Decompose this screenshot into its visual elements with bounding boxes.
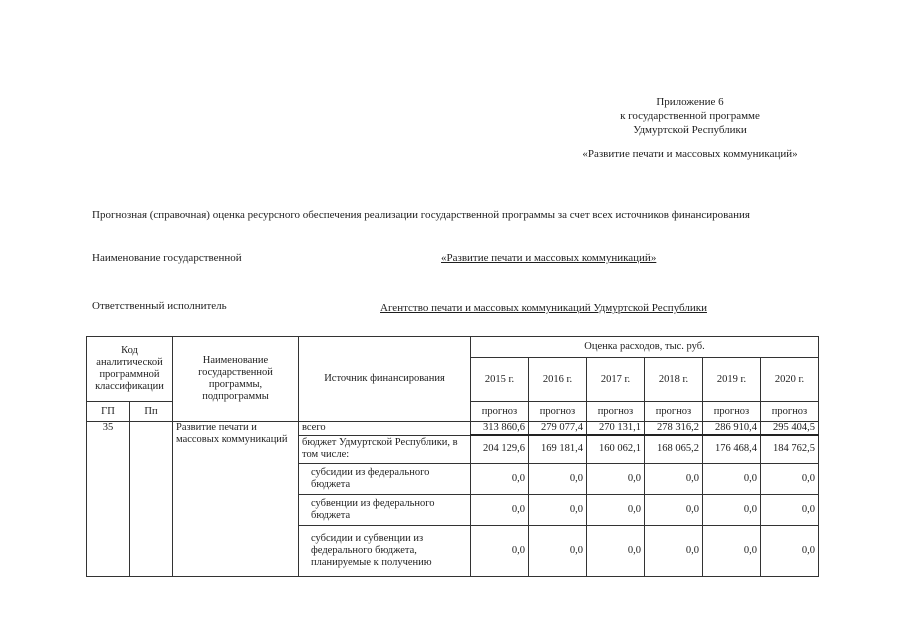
appendix-line-3: Удмуртской Республики bbox=[633, 124, 747, 136]
value-cell: 0,0 bbox=[471, 463, 529, 494]
document-title: Прогнозная (справочная) оценка ресурсного обеспечения реализации государственной программы за счет всех источников финансирования bbox=[92, 209, 750, 221]
value-cell: 0,0 bbox=[645, 525, 703, 576]
forecast-2018: прогноз bbox=[645, 402, 703, 422]
header-code: Код аналитической программной классификации bbox=[87, 337, 173, 402]
value-cell: 0,0 bbox=[587, 494, 645, 525]
source-cell: бюджет Удмуртской Республики, в том числе: bbox=[299, 435, 471, 463]
header-row-1 bbox=[87, 337, 819, 358]
value-cell: 295 404,5 bbox=[761, 422, 819, 436]
year-2018: 2018 г. bbox=[645, 358, 703, 402]
value-cell: 0,0 bbox=[645, 494, 703, 525]
value-cell: 278 316,2 bbox=[645, 422, 703, 436]
source-cell: всего bbox=[299, 422, 471, 436]
header-name: Наименование государственной программы, подпрограммы bbox=[173, 337, 299, 422]
year-2019: 2019 г. bbox=[703, 358, 761, 402]
program-name-cell: Развитие печати и массовых коммуникаций bbox=[173, 422, 299, 577]
header-estimate: Оценка расходов, тыс. руб. bbox=[471, 337, 819, 358]
forecast-2020: прогноз bbox=[761, 402, 819, 422]
value-cell: 0,0 bbox=[471, 525, 529, 576]
appendix-gap bbox=[540, 137, 840, 147]
executor-label: Ответственный исполнитель bbox=[92, 300, 227, 312]
year-2020: 2020 г. bbox=[761, 358, 819, 402]
forecast-2015: прогноз bbox=[471, 402, 529, 422]
forecast-2016: прогноз bbox=[529, 402, 587, 422]
appendix-block bbox=[540, 95, 840, 161]
header-gp: ГП bbox=[87, 402, 130, 422]
appendix-line-1: Приложение 6 bbox=[656, 96, 724, 108]
header-source: Источник финансирования bbox=[299, 337, 471, 422]
value-cell: 184 762,5 bbox=[761, 435, 819, 463]
value-cell: 0,0 bbox=[529, 494, 587, 525]
forecast-2019: прогноз bbox=[703, 402, 761, 422]
program-value: «Развитие печати и массовых коммуникаций» bbox=[441, 252, 657, 264]
value-cell: 286 910,4 bbox=[703, 422, 761, 436]
value-cell: 279 077,4 bbox=[529, 422, 587, 436]
program-label: Наименование государственной bbox=[92, 252, 242, 264]
value-cell: 0,0 bbox=[703, 463, 761, 494]
value-cell: 0,0 bbox=[761, 525, 819, 576]
table-row bbox=[87, 422, 819, 436]
value-cell: 0,0 bbox=[761, 463, 819, 494]
pp-code-cell bbox=[130, 422, 173, 577]
value-cell: 204 129,6 bbox=[471, 435, 529, 463]
value-cell: 0,0 bbox=[529, 463, 587, 494]
value-cell: 0,0 bbox=[761, 494, 819, 525]
header-pp: Пп bbox=[130, 402, 173, 422]
value-cell: 168 065,2 bbox=[645, 435, 703, 463]
source-cell: субсидии из федерального бюджета bbox=[299, 463, 471, 494]
value-cell: 0,0 bbox=[587, 525, 645, 576]
year-2015: 2015 г. bbox=[471, 358, 529, 402]
value-cell: 313 860,6 bbox=[471, 422, 529, 436]
source-cell: субвенции из федерального бюджета bbox=[299, 494, 471, 525]
gp-code-cell: 35 bbox=[87, 422, 130, 577]
value-cell: 0,0 bbox=[529, 525, 587, 576]
source-cell: субсидии и субвенции из федерального бюджета, планируемые к получению bbox=[299, 525, 471, 576]
value-cell: 176 468,4 bbox=[703, 435, 761, 463]
executor-value: Агентство печати и массовых коммуникаций Удмуртской Республики bbox=[380, 302, 707, 314]
value-cell: 169 181,4 bbox=[529, 435, 587, 463]
appendix-line-2: к государственной программе bbox=[620, 110, 760, 122]
year-2016: 2016 г. bbox=[529, 358, 587, 402]
year-2017: 2017 г. bbox=[587, 358, 645, 402]
value-cell: 0,0 bbox=[703, 525, 761, 576]
value-cell: 0,0 bbox=[645, 463, 703, 494]
value-cell: 0,0 bbox=[587, 463, 645, 494]
value-cell: 160 062,1 bbox=[587, 435, 645, 463]
forecast-2017: прогноз bbox=[587, 402, 645, 422]
value-cell: 0,0 bbox=[703, 494, 761, 525]
value-cell: 0,0 bbox=[471, 494, 529, 525]
appendix-line-4: «Развитие печати и массовых коммуникаций» bbox=[582, 148, 798, 160]
value-cell: 270 131,1 bbox=[587, 422, 645, 436]
resource-table bbox=[86, 336, 819, 577]
